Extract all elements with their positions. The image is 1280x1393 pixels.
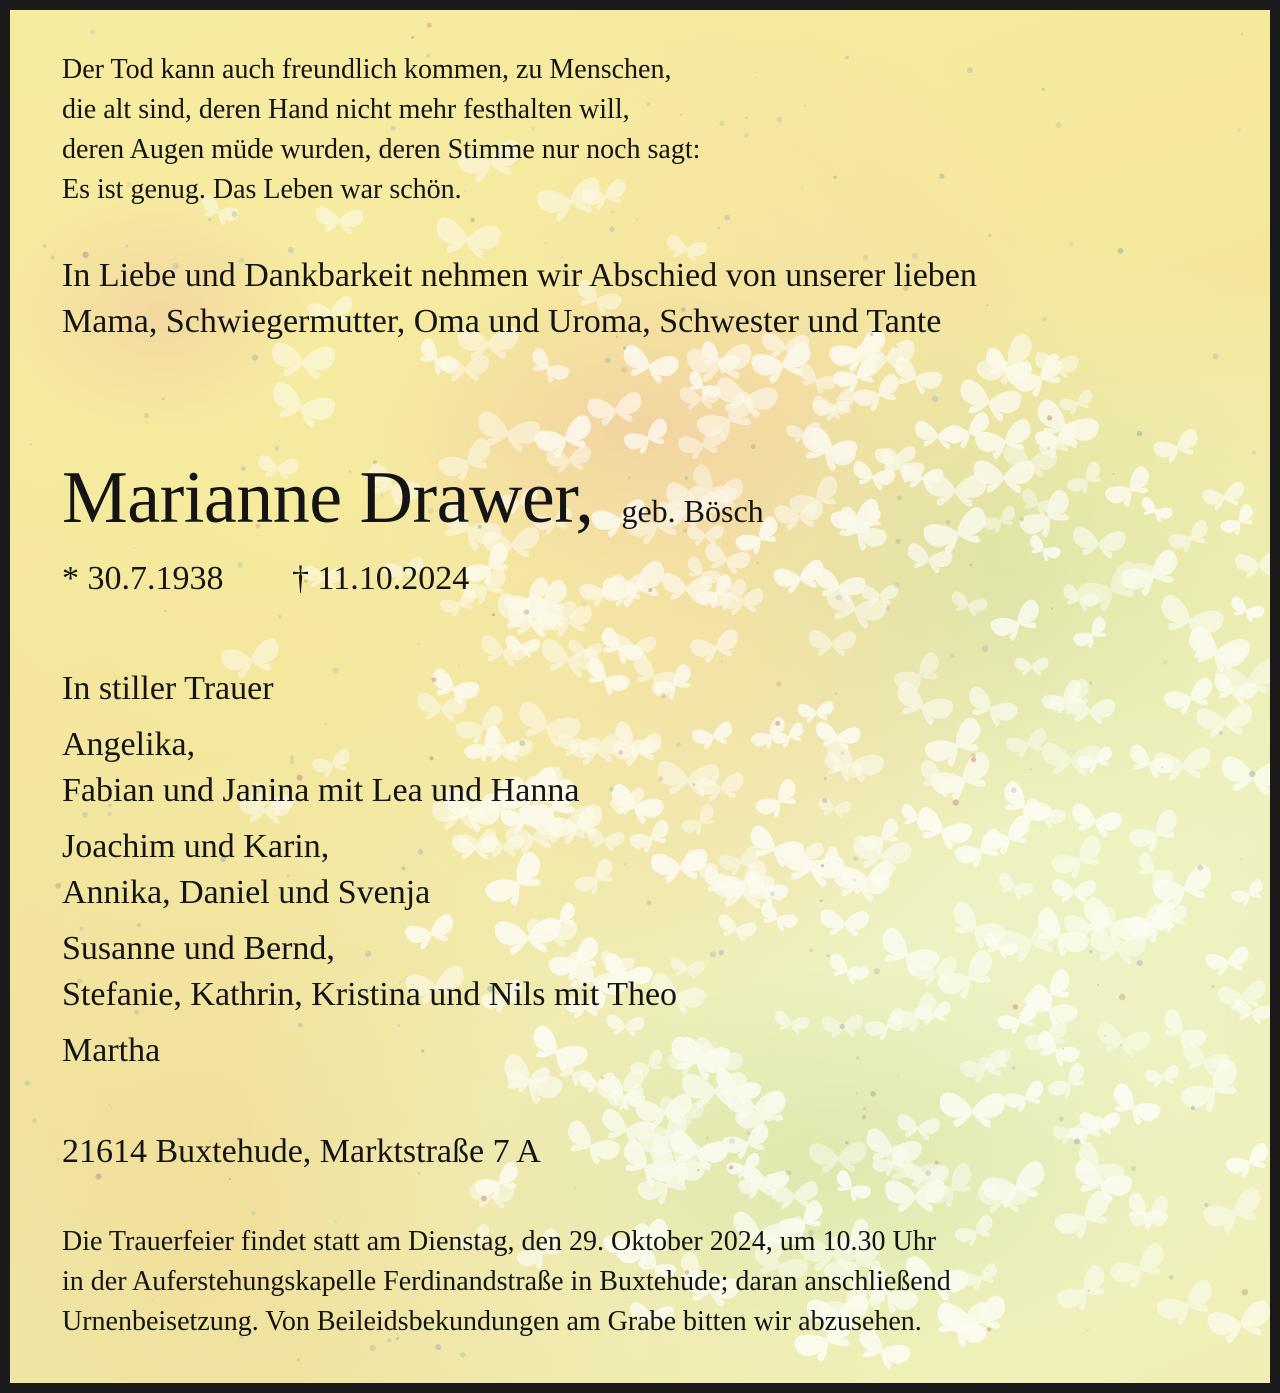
deceased-name-row [62,448,764,548]
poem-line: Es ist genug. Das Leben war schön. [62,174,462,205]
mourner-line: Fabian und Janina mit Lea und Hanna [62,772,580,809]
poem-line: deren Augen müde wurden, deren Stimme nur noch sagt: [62,134,701,165]
service-line: Die Trauerfeier findet statt am Dienstag, den 29. Oktober 2024, um 10.30 Uhr [62,1226,937,1257]
funeral-service-info [62,1222,951,1342]
mourner-line: Stefanie, Kathrin, Kristina und Nils mit Theo [62,976,678,1013]
intro-line: Mama, Schwiegermutter, Oma und Uroma, Schwester und Tante [62,303,942,340]
mourner-group [62,824,677,916]
poem-line: die alt sind, deren Hand nicht mehr festhalten will, [62,94,630,125]
mourner-group [62,1028,677,1074]
poem [62,50,700,210]
intro-line: In Liebe und Dankbarkeit nehmen wir Abschied von unserer lieben [62,257,977,294]
service-line: Urnenbeisetzung. Von Beileidsbekundungen am Grabe bitten wir abzusehen. [62,1306,922,1337]
address: 21614 Buxtehude, Marktstraße 7 A [62,1133,541,1170]
life-dates [62,554,469,604]
mourners [62,666,677,1084]
deceased-name: Marianne Drawer, [62,457,594,539]
mourner-line: Joachim und Karin, [62,828,330,865]
mourner-line: Annika, Daniel und Svenja [62,874,431,911]
mourner-group [62,926,677,1018]
poem-line: Der Tod kann auch freundlich kommen, zu Menschen, [62,54,672,85]
mourner-line: Martha [62,1032,161,1069]
birth-date: * 30.7.1938 [62,560,224,597]
mourner-group [62,722,677,814]
mourners-heading: In stiller Trauer [62,670,274,707]
mourner-line: Susanne und Bernd, [62,930,335,967]
death-date: † 11.10.2024 [292,560,470,597]
service-line: in der Auferstehungskapelle Ferdinandstraße in Buxtehude; daran anschließend [62,1266,951,1297]
mourner-line: Angelika, [62,726,196,763]
farewell-intro [62,253,977,345]
maiden-name: geb. Bösch [621,493,764,529]
